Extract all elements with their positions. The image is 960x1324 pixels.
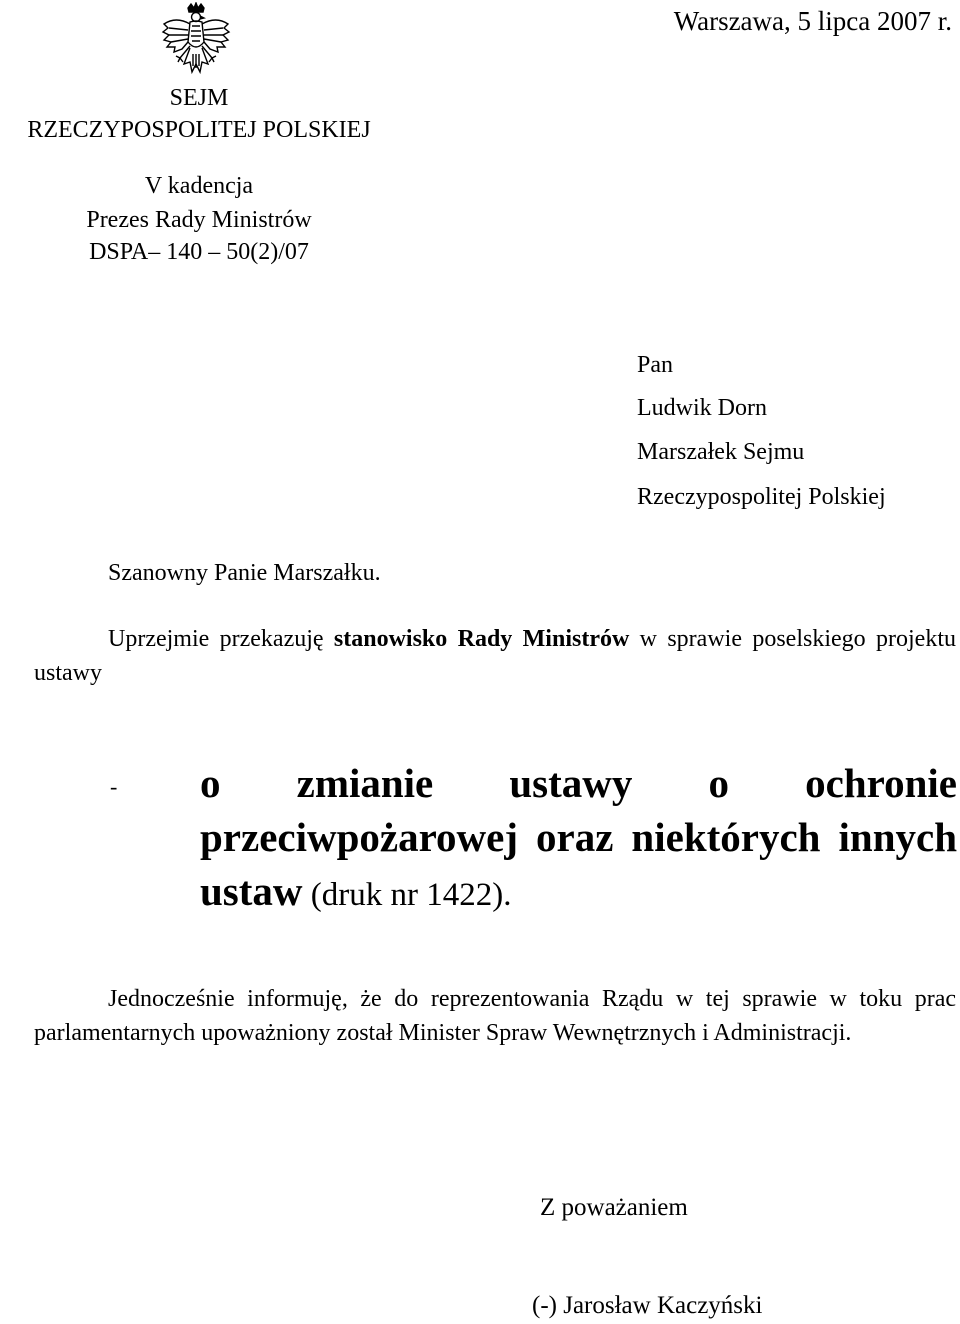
letter-greeting: Szanowny Panie Marszałku.	[108, 560, 381, 586]
institution-name-line2: RZECZYPOSPOLITEJ POLSKIEJ	[27, 117, 371, 143]
bill-subject	[200, 756, 957, 922]
recipient-salutation: Pan	[637, 352, 673, 378]
institution-name-line1: SEJM	[169, 85, 229, 111]
sender-office: Prezes Rady Ministrów	[86, 207, 312, 233]
letter-signature: (-) Jarosław Kaczyński	[532, 1292, 763, 1319]
paragraph-2-text: Jednocześnie informuję, że do reprezentowania Rządu w tej sprawie w toku prac parlamentarnych upoważniony został Minister Spraw Wewnętrznych i Administracji.	[34, 986, 956, 1046]
paragraph-1-bold: stanowisko Rady Ministrów	[333, 626, 630, 652]
recipient-name: Ludwik Dorn	[637, 395, 767, 421]
recipient-institution: Rzeczypospolitej Polskiej	[637, 484, 886, 510]
paragraph-1-start: Uprzejmie przekazuję	[108, 626, 334, 652]
parliamentary-term: V kadencja	[144, 173, 254, 199]
polish-eagle-emblem-icon	[160, 2, 232, 82]
letter-paragraph-1	[34, 622, 956, 690]
recipient-title: Marszałek Sejmu	[637, 439, 805, 465]
bill-subject-title: o zmianie ustawy o ochronie przeciwpożarowej oraz niektórych innych ustaw	[200, 760, 957, 914]
letter-closing: Z poważaniem	[540, 1194, 688, 1221]
reference-number: DSPA– 140 – 50(2)/07	[89, 239, 309, 265]
subject-bullet-dash: -	[110, 774, 118, 799]
letter-paragraph-2	[34, 982, 956, 1050]
bill-print-number: (druk nr 1422).	[302, 877, 512, 913]
paragraph-1-end: w sprawie poselskiego projektu ustawy	[34, 626, 956, 686]
letter-date: Warszawa, 5 lipca 2007 r.	[673, 6, 952, 36]
